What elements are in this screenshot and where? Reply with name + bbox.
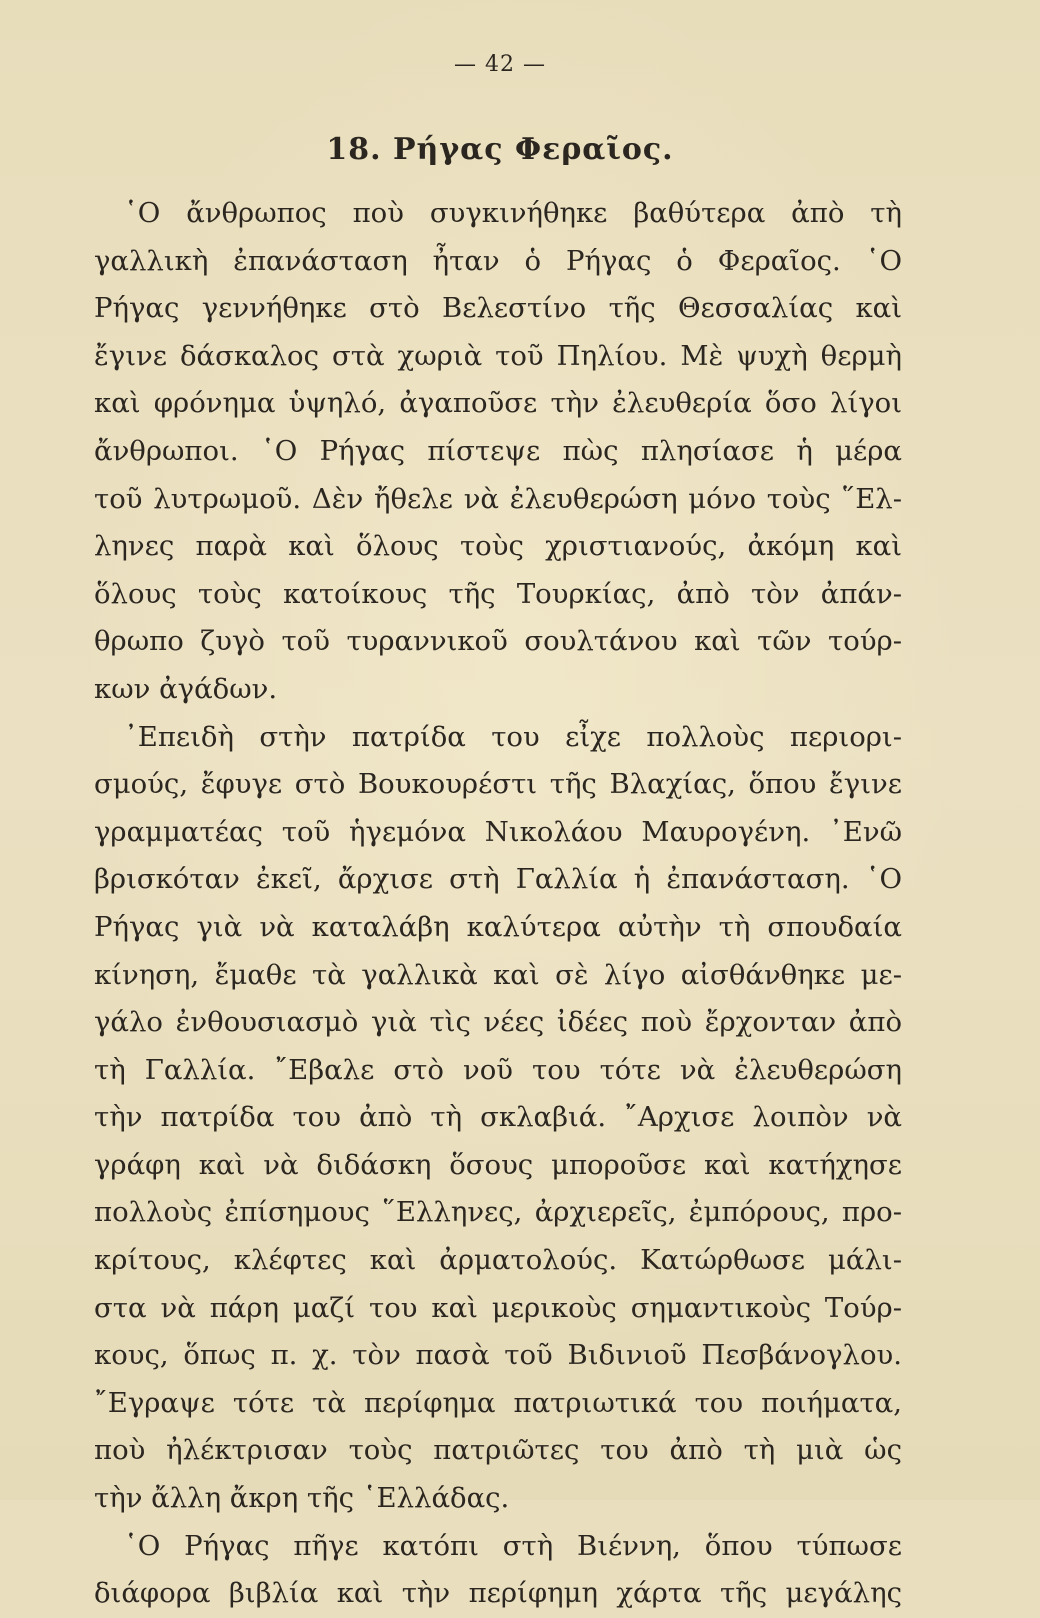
text-line: σμούς, ἔφυγε στὸ Βουκουρέστι τῆς Βλαχίας, ὅπου ἔγινε: [94, 768, 902, 801]
text-line: Ρήγας γιὰ νὰ καταλάβη καλύτερα αὐτὴν τὴ σπουδαία: [94, 910, 902, 943]
text-line: γραμματέας τοῦ ἡγεμόνα Νικολάου Μαυρογένη. ᾿Ενῶ: [94, 815, 902, 848]
text-line: τὴν ἄλλη ἄκρη τῆς ῾Ελλάδας.: [94, 1482, 510, 1515]
text-line: ἔγινε δάσκαλος στὰ χωριὰ τοῦ Πηλίου. Μὲ ψυχὴ θερμὴ: [94, 339, 902, 372]
text-line: βρισκόταν ἐκεῖ, ἄρχισε στὴ Γαλλία ἡ ἐπανάσταση. ῾Ο: [94, 863, 902, 896]
body-text: [94, 190, 902, 1618]
text-line: καὶ φρόνημα ὑψηλό, ἀγαποῦσε τὴν ἐλευθερία ὅσο λίγοι: [94, 387, 902, 420]
text-line: ῾Ο ἄνθρωπος ποὺ συγκινήθηκε βαθύτερα ἀπὸ τὴ: [124, 197, 902, 229]
text-line: κρίτους, κλέφτες καὶ ἀρματολούς. Κατώρθωσε μάλι-: [94, 1244, 902, 1277]
text-line: γαλλικὴ ἐπανάσταση ἦταν ὁ Ρήγας ὁ Φεραῖος. ῾Ο: [94, 244, 902, 277]
text-line: ἄνθρωποι. ῾Ο Ρήγας πίστεψε πὼς πλησίασε ἡ μέρα: [94, 434, 902, 467]
text-line: ὅλους τοὺς κατοίκους τῆς Τουρκίας, ἀπὸ τὸν ἀπάν-: [94, 577, 902, 610]
text-line: Ρήγας γεννήθηκε στὸ Βελεστίνο τῆς Θεσσαλίας καὶ: [94, 292, 902, 325]
text-line: ποὺ ἠλέκτρισαν τοὺς πατριῶτες του ἀπὸ τὴ μιὰ ὡς: [94, 1434, 902, 1467]
text-line: ῎Εγραψε τότε τὰ περίφημα πατριωτικά του ποιήματα,: [94, 1386, 902, 1419]
text-line: γάλο ἐνθουσιασμὸ γιὰ τὶς νέες ἰδέες ποὺ ἔρχονταν ἀπὸ: [94, 1006, 902, 1039]
text-line: θρωπο ζυγὸ τοῦ τυραννικοῦ σουλτάνου καὶ τῶν τούρ-: [94, 625, 902, 658]
text-line: τὴ Γαλλία. ῎Εβαλε στὸ νοῦ του τότε νὰ ἐλευθερώση: [94, 1053, 902, 1086]
text-line: ῾Ο Ρήγας πῆγε κατόπι στὴ Βιέννη, ὅπου τύπωσε: [124, 1529, 902, 1562]
text-line: στα νὰ πάρη μαζί του καὶ μερικοὺς σημαντικοὺς Τούρ-: [94, 1291, 902, 1324]
text-line: κους, ὅπως π. χ. τὸν πασὰ τοῦ Βιδινιοῦ Πεσβάνογλου.: [94, 1339, 902, 1372]
text-line: κίνηση, ἔμαθε τὰ γαλλικὰ καὶ σὲ λίγο αἰσθάνθηκε με-: [94, 958, 902, 991]
text-line: πολλοὺς ἐπίσημους ῞Ελληνες, ἀρχιερεῖς, ἐμπόρους, προ-: [94, 1196, 902, 1229]
text-line: κων ἀγάδων.: [94, 672, 278, 705]
page-number: — 42 —: [454, 52, 546, 77]
text-line: τὴν πατρίδα του ἀπὸ τὴ σκλαβιά. ῎Αρχισε λοιπὸν νὰ: [94, 1101, 902, 1134]
text-line: διάφορα βιβλία καὶ τὴν περίφημη χάρτα τῆς μεγάλης: [94, 1577, 902, 1610]
text-line: γράφη καὶ νὰ διδάσκη ὅσους μποροῦσε καὶ κατήχησε: [94, 1148, 902, 1181]
chapter-heading: 18. Ρήγας Φεραῖος.: [326, 132, 674, 167]
text-line: ᾿Επειδὴ στὴν πατρίδα του εἶχε πολλοὺς περιορι-: [124, 720, 902, 753]
text-line: ληνες παρὰ καὶ ὅλους τοὺς χριστιανούς, ἀκόμη καὶ: [94, 530, 902, 563]
text-line: τοῦ λυτρωμοῦ. Δὲν ἤθελε νὰ ἐλευθερώση μόνο τοὺς ῞Ελ-: [94, 482, 902, 515]
